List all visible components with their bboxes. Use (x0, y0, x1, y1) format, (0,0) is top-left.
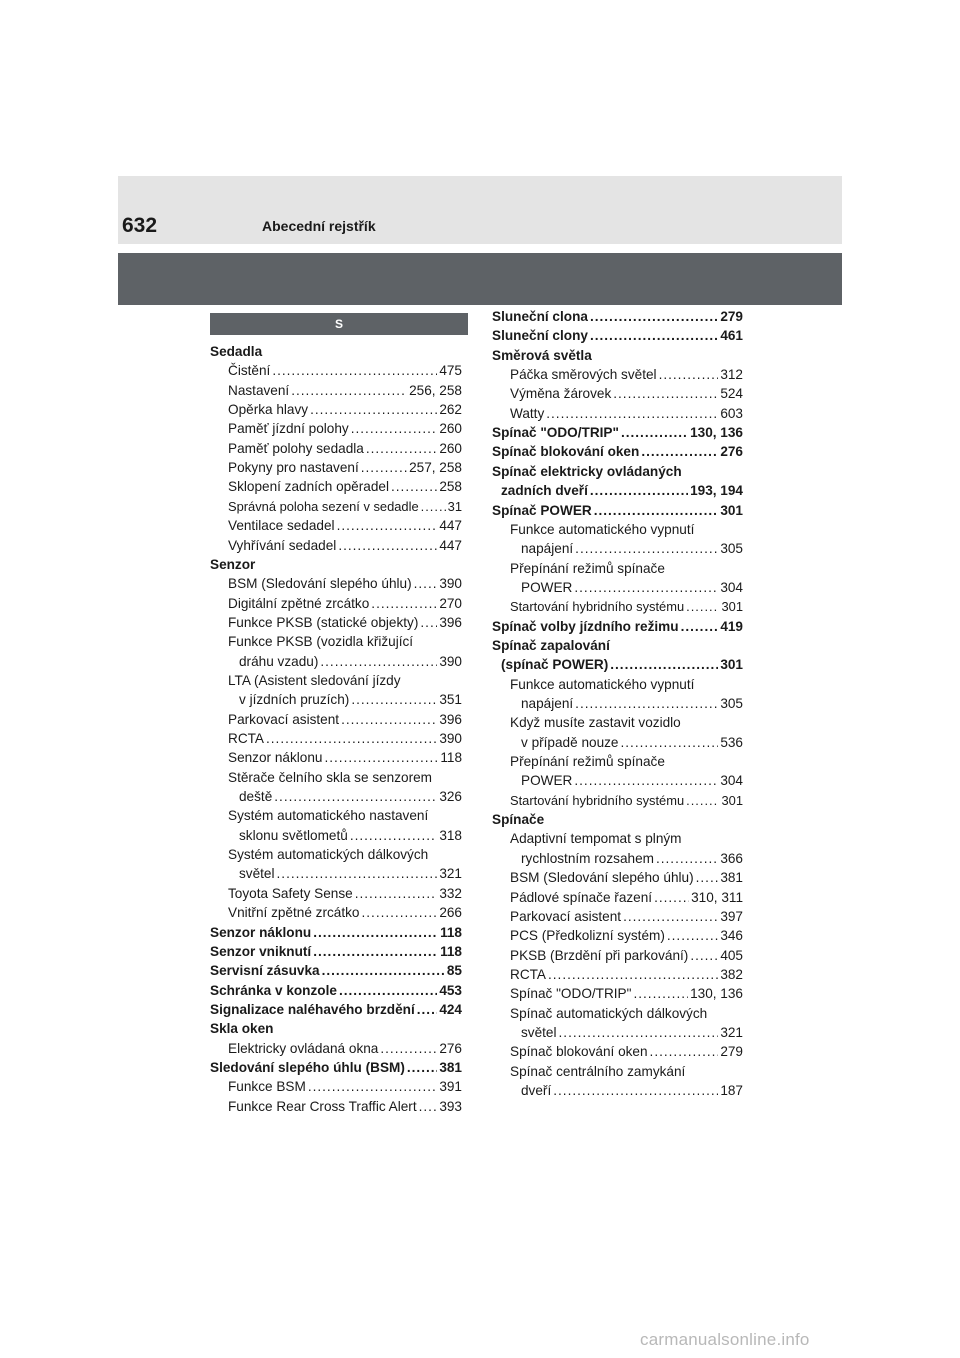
index-entry-term: Startování hybridního systému (510, 792, 685, 808)
index-entry-page: 270 (439, 595, 462, 611)
index-entry (492, 1023, 743, 1042)
index-entry-page: 258 (439, 479, 462, 495)
index-entry-term: Systém automatických dálkových (228, 847, 429, 863)
index-entry-page: 301 (721, 792, 743, 808)
dot-leader (350, 826, 438, 845)
index-entry-term: Funkce BSM (228, 1079, 306, 1095)
index-entry (210, 652, 462, 671)
index-entry (210, 923, 462, 942)
dot-leader (594, 501, 719, 520)
index-entry (492, 888, 743, 907)
dot-leader (574, 578, 718, 597)
index-entry (492, 578, 743, 597)
index-entry (210, 361, 462, 380)
index-entry-term: Systém automatického nastavení (228, 808, 429, 824)
index-entry-page: 397 (720, 908, 743, 924)
dot-leader (686, 597, 719, 616)
index-entry-term: Sluneční clona (492, 309, 588, 324)
dot-leader (613, 384, 718, 403)
index-entry-page: 301 (720, 657, 743, 673)
dot-leader (575, 694, 718, 713)
index-entry (210, 961, 462, 980)
index-entry (492, 733, 743, 752)
index-entry-page: 447 (439, 518, 462, 534)
index-entry-page: 346 (720, 928, 743, 944)
index-entry (210, 516, 462, 535)
index-entry-page: 419 (720, 618, 743, 634)
index-entry (492, 655, 743, 674)
index-entry-page: 276 (720, 444, 743, 460)
index-entry-term: Schránka v konzole (210, 982, 337, 998)
dot-leader (310, 400, 437, 419)
index-entry (210, 632, 462, 651)
index-entry-term: Elektricky ovládaná okna (228, 1040, 379, 1056)
index-entry (210, 381, 462, 400)
index-entry (210, 729, 462, 748)
index-entry-term: Vnitřní zpětné zrcátko (228, 905, 360, 921)
dot-leader (656, 849, 718, 868)
index-entry (210, 806, 462, 825)
index-entry-page: 390 (439, 576, 462, 592)
dot-leader (590, 307, 718, 326)
index-entry-page: 312 (720, 367, 743, 383)
index-entry (210, 497, 462, 516)
index-entry-term: napájení (521, 541, 574, 557)
index-entry-term: v jízdních pruzích) (239, 692, 350, 708)
index-entry (210, 1077, 462, 1096)
index-entry-page: 276 (439, 1040, 462, 1056)
page-number: 632 (122, 214, 158, 237)
dot-leader (337, 516, 438, 535)
dot-leader (338, 536, 437, 555)
index-entry-term: RCTA (510, 966, 546, 982)
index-entry (210, 1097, 462, 1116)
index-entry (492, 404, 743, 423)
index-entry-term: Pádlové spínače řazení (510, 889, 653, 905)
index-entry-term: Když musíte zastavit vozidlo (510, 715, 681, 731)
index-entry-term: Senzor náklonu (228, 750, 323, 766)
dot-leader (690, 946, 718, 965)
index-entry (492, 829, 743, 848)
index-entry (210, 884, 462, 903)
index-entry (210, 342, 462, 361)
index-entry-term: Parkovací asistent (228, 711, 340, 727)
index-entry (492, 597, 743, 616)
index-entry-page: 118 (440, 943, 462, 959)
index-entry-term: Funkce PKSB (vozidla křižující (228, 634, 414, 650)
index-entry-page: 304 (720, 773, 743, 789)
index-entry-page: 461 (720, 328, 743, 344)
index-entry-page: 31 (447, 498, 462, 514)
index-entry (492, 984, 743, 1003)
index-entry-term: Páčka směrových světel (510, 367, 657, 383)
index-entry-page: 381 (720, 870, 743, 886)
index-entry-page: 266 (439, 905, 462, 921)
index-entry (492, 462, 743, 481)
dot-leader (308, 1077, 438, 1096)
index-entry-term: Spínač blokování oken (492, 444, 640, 460)
dot-leader (421, 497, 446, 516)
index-entry-page: 332 (439, 885, 462, 901)
index-entry (210, 458, 462, 477)
index-entry-term: Spínač "ODO/TRIP" (510, 986, 632, 1002)
dot-leader (407, 1058, 437, 1077)
index-entry-page: 424 (439, 1001, 462, 1017)
dot-leader (414, 574, 438, 593)
dot-leader (419, 1097, 438, 1116)
dot-leader (277, 864, 438, 883)
index-entry (492, 675, 743, 694)
index-entry (492, 926, 743, 945)
dot-leader (322, 961, 445, 980)
index-entry-term: dráhu vzadu) (239, 653, 319, 669)
index-entry-page: 391 (439, 1079, 462, 1095)
dot-leader (641, 442, 718, 461)
index-entry-term: Spínač "ODO/TRIP" (492, 425, 619, 441)
index-entry-term: Funkce Rear Cross Traffic Alert (228, 1098, 417, 1114)
index-entry-term: Spínač POWER (492, 502, 592, 518)
index-entry-term: Senzor náklonu (210, 924, 312, 940)
index-entry-page: 321 (720, 1024, 743, 1040)
index-entry-page: 279 (720, 309, 743, 324)
index-entry-term: Spínač blokování oken (510, 1044, 648, 1060)
index-entry-term: Toyota Safety Sense (228, 885, 353, 901)
index-entry-term: Spínač zapalování (492, 637, 610, 653)
index-entry-page: 393 (439, 1098, 462, 1114)
index-entry-page: 118 (440, 750, 462, 766)
index-entry (210, 1019, 462, 1038)
index-entry-page: 260 (439, 421, 462, 437)
index-entry-page: 304 (720, 579, 743, 595)
dot-leader (361, 903, 437, 922)
index-entry-term: RCTA (228, 731, 264, 746)
index-entry (492, 559, 743, 578)
index-entry-term: Senzor vniknutí (210, 943, 312, 959)
index-entry-term: Vyhřívání sedadel (228, 537, 337, 553)
index-entry-term: Paměť jízdní polohy (228, 421, 349, 437)
index-entry (492, 539, 743, 558)
index-entry (492, 1062, 743, 1081)
index-entry-page: 453 (439, 982, 462, 998)
index-entry-term: Spínač volby jízdního režimu (492, 618, 679, 634)
dot-leader (380, 1039, 437, 1058)
index-entry (210, 864, 462, 883)
dot-leader (548, 965, 718, 984)
index-entry-term: Watty (510, 405, 545, 421)
index-entry-page: 351 (439, 692, 462, 708)
index-entry-term: Nastavení (228, 382, 290, 398)
index-entry (210, 903, 462, 922)
index-entry-term: Ventilace sedadel (228, 518, 335, 534)
dot-leader (623, 907, 718, 926)
index-entry-page: 130, 136 (690, 986, 743, 1002)
dot-leader (291, 381, 407, 400)
index-entry-term: Spínače (492, 812, 545, 828)
index-entry (492, 752, 743, 771)
index-entry (210, 826, 462, 845)
index-entry (492, 442, 743, 461)
index-entry-page: 366 (720, 850, 743, 866)
index-entry-term: Servisní zásuvka (210, 963, 320, 979)
dot-leader (667, 926, 718, 945)
index-entry-term: Pokyny pro nastavení (228, 460, 359, 476)
dot-leader (355, 884, 438, 903)
dot-leader (324, 748, 438, 767)
dot-leader (339, 981, 437, 1000)
dot-leader (575, 539, 718, 558)
index-entry-page: 326 (439, 789, 462, 805)
index-entry (492, 346, 743, 365)
index-entry-term: deště (239, 789, 273, 805)
index-entry-page: 390 (439, 653, 462, 669)
index-entry (492, 423, 743, 442)
index-entry-term: Senzor (210, 556, 256, 572)
index-entry-term: Správná poloha sezení v sedadle (228, 498, 419, 514)
index-entry (492, 694, 743, 713)
index-entry-page: 130, 136 (690, 425, 743, 441)
index-entry (210, 536, 462, 555)
index-entry (492, 907, 743, 926)
index-entry-page: 536 (720, 734, 743, 750)
index-entry-term: dveří (521, 1083, 552, 1098)
index-entry-term: Sklopení zadních opěradel (228, 479, 389, 495)
dot-leader (681, 617, 719, 636)
dot-leader (546, 404, 718, 423)
index-entry-page: 396 (439, 614, 462, 630)
dot-leader (391, 477, 437, 496)
index-entry (210, 787, 462, 806)
index-entry-term: Opěrka hlavy (228, 402, 309, 418)
index-entry-term: sklonu světlometů (239, 827, 348, 843)
index-entry (210, 690, 462, 709)
index-entry (492, 384, 743, 403)
index-entry-term: světel (239, 866, 275, 882)
index-entry (492, 791, 743, 810)
index-entry-term: Stěrače čelního skla se senzorem (228, 769, 433, 785)
index-entry (210, 555, 462, 574)
watermark: carmanualsonline.info (640, 1330, 810, 1349)
index-entry-page: 301 (720, 502, 743, 518)
dot-leader (654, 888, 689, 907)
index-entry-term: BSM (Sledování slepého úhlu) (228, 576, 412, 592)
index-entry-page: 321 (439, 866, 462, 882)
dot-leader (590, 326, 718, 345)
index-entry-page: 390 (439, 731, 462, 746)
index-entry (492, 1042, 743, 1061)
index-entry-term: Funkce automatického vypnutí (510, 676, 695, 692)
index-entry-page: 305 (720, 696, 743, 711)
index-entry (492, 501, 743, 520)
index-entry-term: Sledování slepého úhlu (BSM) (210, 1059, 405, 1075)
dot-leader (621, 733, 719, 752)
index-entry (210, 1058, 462, 1077)
index-entry (210, 477, 462, 496)
dot-leader (274, 787, 437, 806)
index-entry-term: Sluneční clony (492, 328, 588, 344)
index-entry-page: 405 (720, 947, 743, 963)
index-entry (210, 419, 462, 438)
section-title: Abecední rejstřík (262, 218, 376, 234)
index-entry-page: 447 (439, 537, 462, 553)
index-entry-term: Čistění (228, 363, 271, 379)
dot-leader (361, 458, 407, 477)
index-entry (492, 520, 743, 539)
index-entry-term: napájení (521, 696, 574, 711)
index-entry-term: Parkovací asistent (510, 908, 622, 924)
index-entry-term: PCS (Předkolizní systém) (510, 928, 665, 944)
index-entry-term: Sedadla (210, 344, 263, 359)
index-entry-page: 305 (720, 541, 743, 557)
index-entry (210, 768, 462, 787)
index-entry-term: (spínač POWER) (501, 657, 609, 673)
dot-leader (313, 942, 438, 961)
index-entry (210, 439, 462, 458)
dot-leader (266, 729, 437, 748)
index-entry-page: 603 (720, 405, 743, 421)
index-entry-term: Spínač elektricky ovládaných (492, 463, 682, 479)
index-entry-term: Směrová světla (492, 347, 592, 363)
index-entry-term: Přepínání režimů spínače (510, 560, 665, 576)
index-entry-term: světel (521, 1024, 557, 1040)
index-entry (492, 713, 743, 732)
dot-leader (574, 771, 718, 790)
index-entry (210, 671, 462, 690)
index-entry-page: 524 (720, 386, 743, 402)
index-entry-page: 318 (439, 827, 462, 843)
index-entry-page: 256, 258 (409, 382, 462, 398)
dot-leader (696, 868, 719, 887)
index-entry (210, 981, 462, 1000)
dot-leader (313, 923, 438, 942)
dot-leader (420, 613, 437, 632)
dot-leader (650, 1042, 719, 1061)
index-entry-page: 193, 194 (690, 483, 743, 499)
index-entry (492, 771, 743, 790)
dot-leader (559, 1023, 719, 1042)
chapter-band (118, 253, 842, 305)
index-entry-page: 396 (439, 711, 462, 727)
dot-leader (351, 690, 437, 709)
index-entry-term: Paměť polohy sedadla (228, 440, 364, 456)
index-entry-term: POWER (521, 579, 573, 595)
index-entry-term: rychlostním rozsahem (521, 850, 654, 866)
index-entry (492, 481, 743, 500)
index-entry-term: Adaptivní tempomat s plným (510, 831, 682, 847)
index-entry-page: 301 (721, 599, 743, 615)
dot-leader (553, 1081, 718, 1100)
index-entry-term: LTA (Asistent sledování jízdy (228, 672, 401, 688)
index-entry (492, 326, 743, 345)
index-entry-page: 310, 311 (691, 889, 743, 905)
index-entry-term: Startování hybridního systému (510, 599, 685, 615)
index-entry (210, 574, 462, 593)
index-entry (492, 1004, 743, 1023)
header-band (118, 176, 842, 244)
index-entry (492, 946, 743, 965)
index-entry (492, 965, 743, 984)
index-entry-term: Spínač centrálního zamykání (510, 1063, 686, 1079)
index-entry-term: Funkce PKSB (statické objekty) (228, 614, 419, 630)
index-entry-term: Výměna žárovek (510, 386, 612, 402)
index-entry-term: zadních dveří (501, 483, 588, 499)
index-entry-term: Digitální zpětné zrcátko (228, 595, 370, 611)
index-letter-heading: S (210, 313, 468, 335)
index-entry (210, 748, 462, 767)
dot-leader (341, 710, 437, 729)
index-entry (492, 810, 743, 829)
index-entry (210, 400, 462, 419)
index-entry (210, 594, 462, 613)
index-entry (492, 636, 743, 655)
index-entry (210, 1039, 462, 1058)
index-entry-page: 382 (720, 966, 743, 982)
index-entry (492, 307, 743, 326)
index-entry-page: 257, 258 (409, 460, 462, 476)
index-entry-term: Funkce automatického vypnutí (510, 521, 695, 537)
index-entry (492, 868, 743, 887)
dot-leader (686, 791, 719, 810)
dot-leader (272, 361, 437, 380)
index-entry-page: 475 (439, 363, 462, 379)
index-entry-term: v případě nouze (521, 734, 619, 750)
index-entry-term: Přepínání režimů spínače (510, 754, 665, 770)
index-entry-term: BSM (Sledování slepého úhlu) (510, 870, 694, 886)
dot-leader (371, 594, 437, 613)
index-entry-page: 262 (439, 402, 462, 418)
index-entry-page: 118 (440, 924, 462, 940)
dot-leader (417, 1000, 438, 1019)
index-entry-term: Spínač automatických dálkových (510, 1005, 708, 1021)
index-entry (210, 710, 462, 729)
index-entry-term: Skla oken (210, 1021, 274, 1037)
index-entry (492, 849, 743, 868)
index-entry (492, 1081, 743, 1100)
index-entry (210, 613, 462, 632)
index-entry-page: 85 (446, 963, 462, 979)
index-entry-page: 260 (439, 440, 462, 456)
index-entry (210, 845, 462, 864)
dot-leader (320, 652, 437, 671)
index-entry-page: 381 (439, 1059, 462, 1075)
index-entry (210, 1000, 462, 1019)
index-entry-term: Signalizace naléhavého brzdění (210, 1001, 415, 1017)
index-entry (210, 942, 462, 961)
dot-leader (590, 481, 688, 500)
index-entry-page: 279 (720, 1044, 743, 1060)
dot-leader (366, 439, 437, 458)
dot-leader (610, 655, 718, 674)
dot-leader (659, 365, 719, 384)
index-entry (492, 365, 743, 384)
index-entry-term: POWER (521, 773, 573, 789)
index-entry-page: 187 (720, 1083, 743, 1098)
dot-leader (351, 419, 438, 438)
index-entry (492, 617, 743, 636)
index-entry-term: PKSB (Brzdění při parkování) (510, 947, 689, 963)
dot-leader (633, 984, 688, 1003)
dot-leader (621, 423, 688, 442)
